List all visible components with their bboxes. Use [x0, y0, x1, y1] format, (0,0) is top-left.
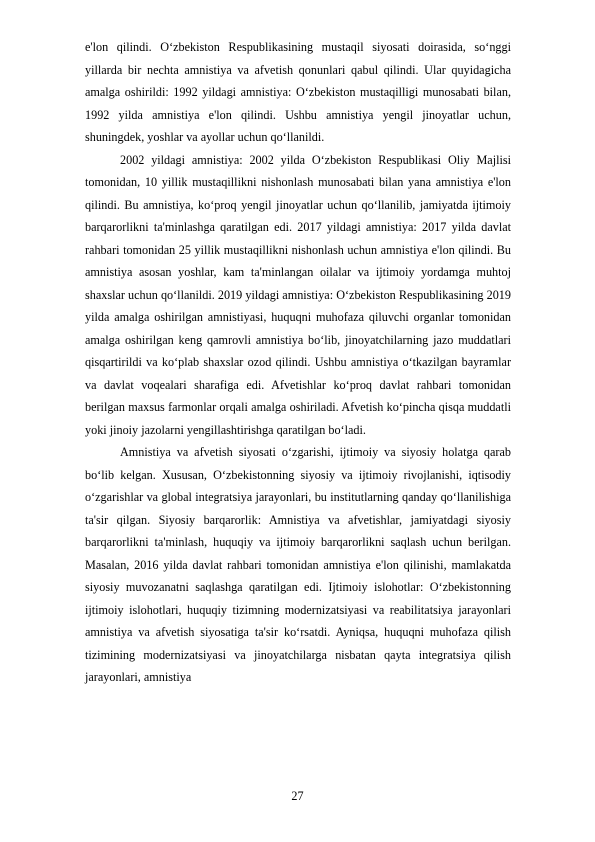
paragraph-amnesty-history: 2002 yildagi amnistiya: 2002 yilda O‘zbekiston Respublikasi Oliy Majlisi tomonidan, 10 yillik mustaqillikni nishonlash munosabati bilan yana amnistiya e'lon qilindi. Bu amnistiya, ko‘proq yengil jinoyatlar uchun qo‘llanilib, jamiyatda ijtimoiy barqarorlikni ta'minlashga qaratilgan edi. 2017 yildagi amnistiya: 2017 yilda davlat rahbari tomonidan 25 yillik mustaqillikni nishonlash uchun amnistiya e'lon qilindi. Bu amnistiya asosan yoshlar, kam ta'minlangan oilalar va ijtimoiy yordamga muhtoj shaxslar uchun qo‘llanildi. 2019 yildagi amnistiya: O‘zbekiston Respublikasining 2019 yilda amalga oshirilgan amnistiyasi, huquqni muhofaza qiluvchi organlar tomonidan amalga oshirilgan keng qamrovli amnistiya bo‘lib, jinoyatchilarning jazo muddatlari qisqartirildi va ko‘plab shaxslar ozod qilindi. Ushbu amnistiya o‘tkazilgan bayramlar va davlat voqealari sharafiga edi. Afvetishlar ko‘proq davlat rahbari tomonidan berilgan maxsus farmonlar orqali amalga oshiriladi. Afvetish ko‘pincha qisqa muddatli yoki jinoiy jazolarni yengillashtirishga qaratilgan bo‘ladi. [85, 152, 511, 437]
page-number: 27 [291, 789, 304, 803]
paragraph-amnesty-policy: Amnistiya va afvetish siyosati o‘zgarishi, ijtimoiy va siyosiy holatga qarab bo‘lib kelgan. Xususan, O‘zbekistonning siyosiy va ijtimoiy rivojlanishi, iqtisodiy o‘zgarishlar va global integratsiya jarayonlari, bu institutlarning qanday qo‘llanilishiga ta'sir qilgan. Siyosiy barqarorlik: Amnistiya va afvetishlar, jamiyatdagi siyosiy barqarorlikni ta'minlash, huquqiy va ijtimoiy barqarorlikni saqlash uchun berilgan. Masalan, 2016 yilda davlat rahbari tomonidan amnistiya e'lon qilinishi, mamlakatda siyosiy muvozanatni saqlashga qaratilgan edi. Ijtimoiy islohotlar: O‘zbekistonning ijtimoiy islohotlari, huquqiy tizimning modernizatsiyasi va reabilitatsiya jarayonlari amnistiya va afvetish siyosatiga ta'sir ko‘rsatdi. Ayniqsa, huquqni muhofaza qilish tizimining modernizatsiyasi va jinoyatchilarga nisbatan qayta integratsiya qilish jarayonlari, amnistiya [85, 445, 511, 684]
paragraph-continuation: e'lon qilindi. O‘zbekiston Respublikasining mustaqil siyosati doirasida, so‘nggi yillarda bir nechta amnistiya va afvetish qonunlari qabul qilindi. Ular quyidagicha amalga oshirildi: 1992 yildagi amnistiya: O‘zbekiston mustaqilligi munosabati bilan, 1992 yilda amnistiya e'lon qilindi. Ushbu amnistiya yengil jinoyatlar uchun, shuningdek, yoshlar va ayollar uchun qo‘llanildi. [85, 40, 511, 144]
page-body [85, 36, 511, 689]
